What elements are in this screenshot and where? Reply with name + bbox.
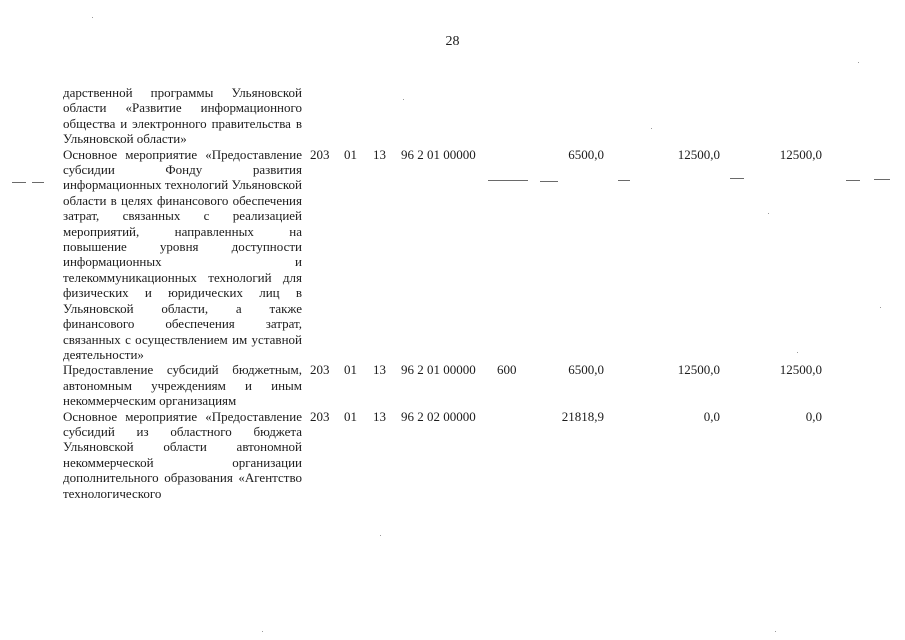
target-article-code: 96 2 01 00000 <box>401 146 476 162</box>
table-row <box>0 362 905 408</box>
table-row <box>0 147 905 363</box>
amount-year-3: 12500,0 <box>779 146 822 162</box>
section-code: 01 <box>344 362 357 378</box>
scan-artifact <box>846 180 860 181</box>
scan-artifact <box>12 182 26 183</box>
row-name: дарственной программы Ульяновской области «Развитие информационного общества и электронного правительства в Ульяновской области» <box>63 85 302 147</box>
subsection-code: 13 <box>373 146 386 162</box>
scan-artifact <box>730 178 744 179</box>
scan-artifact <box>262 631 263 632</box>
expense-type-code: 600 <box>497 362 517 378</box>
scan-artifact <box>775 631 776 632</box>
scan-artifact <box>403 99 404 100</box>
table-row <box>0 85 905 147</box>
row-name: Основное мероприятие «Предоставление субсидии Фонду развития информационных технологий Ульяновской области в целях финансового обеспечения затрат, связанных с реализацией мероприятий, направленных на повышение уровня доступности информационных и телекоммуникационных технологий для физических и юридических лиц в Ульяновской области, а также финансового обеспечения затрат, связанных с осуществлением им уставной деятельности» <box>63 146 302 362</box>
scan-artifact <box>618 180 630 181</box>
scan-artifact <box>768 213 769 214</box>
amount-year-3: 0,0 <box>805 408 822 424</box>
section-code: 01 <box>344 146 357 162</box>
scan-artifact <box>651 128 652 129</box>
scan-artifact <box>797 352 798 353</box>
scan-artifact <box>858 62 859 63</box>
scan-artifact <box>488 180 528 181</box>
row-name: Основное мероприятие «Предоставление субсидий из областного бюджета Ульяновской области автономной некоммерческой организации дополнительного образования «Агентство технологического <box>63 408 302 501</box>
amount-year-2: 12500,0 <box>677 146 720 162</box>
section-code: 01 <box>344 408 357 424</box>
amount-year-1: 21818,9 <box>561 408 604 424</box>
ministry-code: 203 <box>310 408 330 424</box>
scan-artifact <box>874 179 890 180</box>
amount-year-3: 12500,0 <box>779 362 822 378</box>
scan-artifact <box>880 307 881 308</box>
target-article-code: 96 2 02 00000 <box>401 408 476 424</box>
amount-year-2: 12500,0 <box>677 362 720 378</box>
budget-table <box>0 85 905 501</box>
amount-year-2: 0,0 <box>703 408 720 424</box>
subsection-code: 13 <box>373 408 386 424</box>
ministry-code: 203 <box>310 362 330 378</box>
scan-artifact <box>32 182 44 183</box>
row-name: Предоставление субсидий бюджетным, автономным учреждениям и иным некоммерческим организациям <box>63 362 302 409</box>
scan-artifact <box>540 181 558 182</box>
ministry-code: 203 <box>310 146 330 162</box>
scan-artifact <box>92 17 93 18</box>
page-number: 28 <box>445 34 460 49</box>
subsection-code: 13 <box>373 362 386 378</box>
amount-year-1: 6500,0 <box>568 146 604 162</box>
table-row <box>0 409 905 501</box>
target-article-code: 96 2 01 00000 <box>401 362 476 378</box>
amount-year-1: 6500,0 <box>568 362 604 378</box>
scan-artifact <box>380 535 381 536</box>
